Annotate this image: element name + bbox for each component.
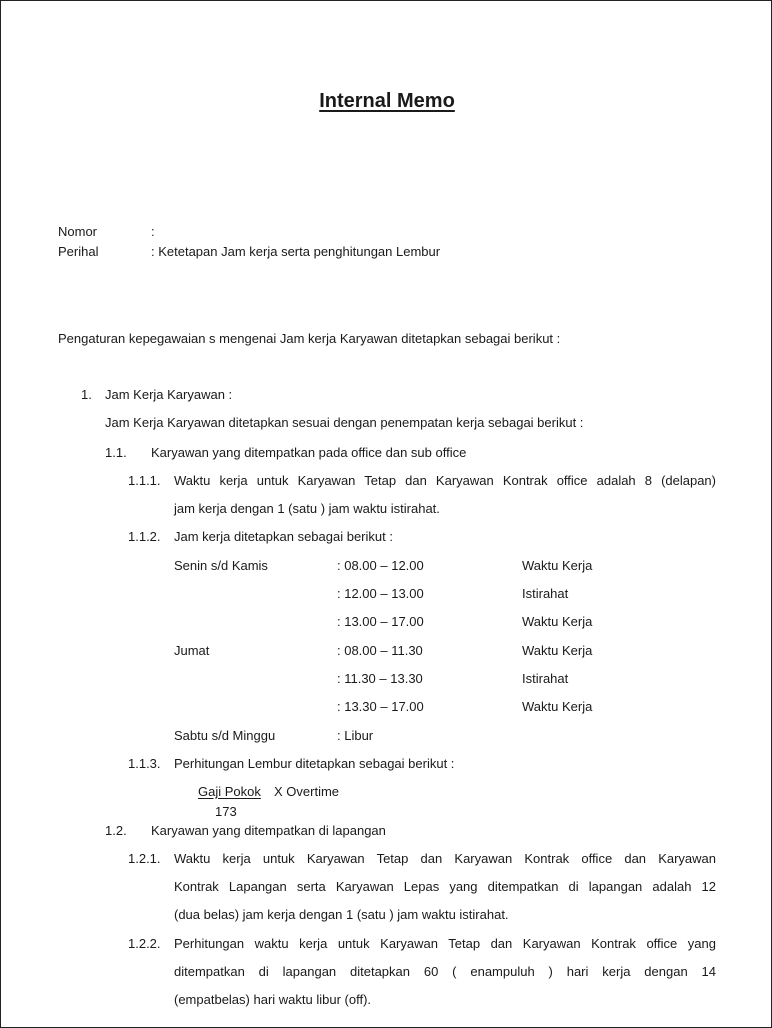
section-1-2-1-line: (dua belas) jam kerja dengan 1 (satu ) jam waktu istirahat. [174,907,509,922]
schedule-time: : 08.00 – 11.30 [337,643,423,658]
section-1-2-number: 1.2. [105,823,127,838]
section-1-intro: Jam Kerja Karyawan ditetapkan sesuai dengan penempatan kerja sebagai berikut : [105,415,584,430]
schedule-day: Sabtu s/d Minggu [174,728,276,743]
section-1-2-1-line: Kontrak Lapangan serta Karyawan Lepas yang ditempatkan di lapangan adalah 12 [174,879,716,894]
schedule-time: : Libur [337,728,374,743]
schedule-label: Waktu Kerja [522,614,593,629]
nomor-separator: : [151,224,155,239]
section-1-1-3-heading: Perhitungan Lembur ditetapkan sebagai berikut : [174,756,455,771]
perihal-value: : Ketetapan Jam kerja serta penghitungan Lembur [151,244,441,259]
schedule-label: Waktu Kerja [522,558,593,573]
schedule-label: Waktu Kerja [522,699,593,714]
section-1-1-2-number: 1.1.2. [128,529,161,544]
schedule-time: : 13.30 – 17.00 [337,699,424,714]
section-1-2-heading: Karyawan yang ditempatkan di lapangan [151,823,386,838]
schedule-time: : 12.00 – 13.00 [337,586,424,601]
perihal-label: Perihal [58,244,99,259]
schedule-day: Senin s/d Kamis [174,558,268,573]
section-1-1-heading: Karyawan yang ditempatkan pada office dan sub office [151,445,467,460]
nomor-label: Nomor [58,224,98,239]
schedule-label: Istirahat [522,586,569,601]
section-1-number: 1. [81,387,92,402]
section-1-2-1-number: 1.2.1. [128,851,161,866]
schedule-time: : 08.00 – 12.00 [337,558,424,573]
overtime-denominator: 173 [215,804,237,819]
section-1-1-1-line: jam kerja dengan 1 (satu ) jam waktu istirahat. [174,501,440,516]
section-1-1-1-line: Waktu kerja untuk Karyawan Tetap dan Karyawan Kontrak office adalah 8 (delapan) [174,473,716,488]
section-1-2-2-line: (empatbelas) hari waktu libur (off). [174,992,372,1007]
section-1-2-2-line: Perhitungan waktu kerja untuk Karyawan Tetap dan Karyawan Kontrak office yang [174,936,716,951]
section-1-1-3-number: 1.1.3. [128,756,161,771]
section-1-1-2-heading: Jam kerja ditetapkan sebagai berikut : [174,529,393,544]
overtime-multiplier: X Overtime [274,784,340,799]
schedule-time: : 13.00 – 17.00 [337,614,424,629]
schedule-time: : 11.30 – 13.30 [337,671,423,686]
section-1-2-2-line: ditempatkan di lapangan ditetapkan 60 ( enampuluh ) hari kerja dengan 14 [174,964,716,979]
page-title: Internal Memo [319,90,455,112]
schedule-day: Jumat [174,643,210,658]
schedule-label: Waktu Kerja [522,643,593,658]
section-1-heading: Jam Kerja Karyawan : [105,387,233,402]
schedule-label: Istirahat [522,671,569,686]
section-1-2-2-number: 1.2.2. [128,936,161,951]
section-1-2-1-line: Waktu kerja untuk Karyawan Tetap dan Karyawan Kontrak office dan Karyawan [174,851,716,866]
section-1-1-1-number: 1.1.1. [128,473,161,488]
intro-paragraph: Pengaturan kepegawaian s mengenai Jam kerja Karyawan ditetapkan sebagai berikut : [58,331,561,346]
section-1-1-number: 1.1. [105,445,127,460]
overtime-numerator: Gaji Pokok [198,784,261,799]
